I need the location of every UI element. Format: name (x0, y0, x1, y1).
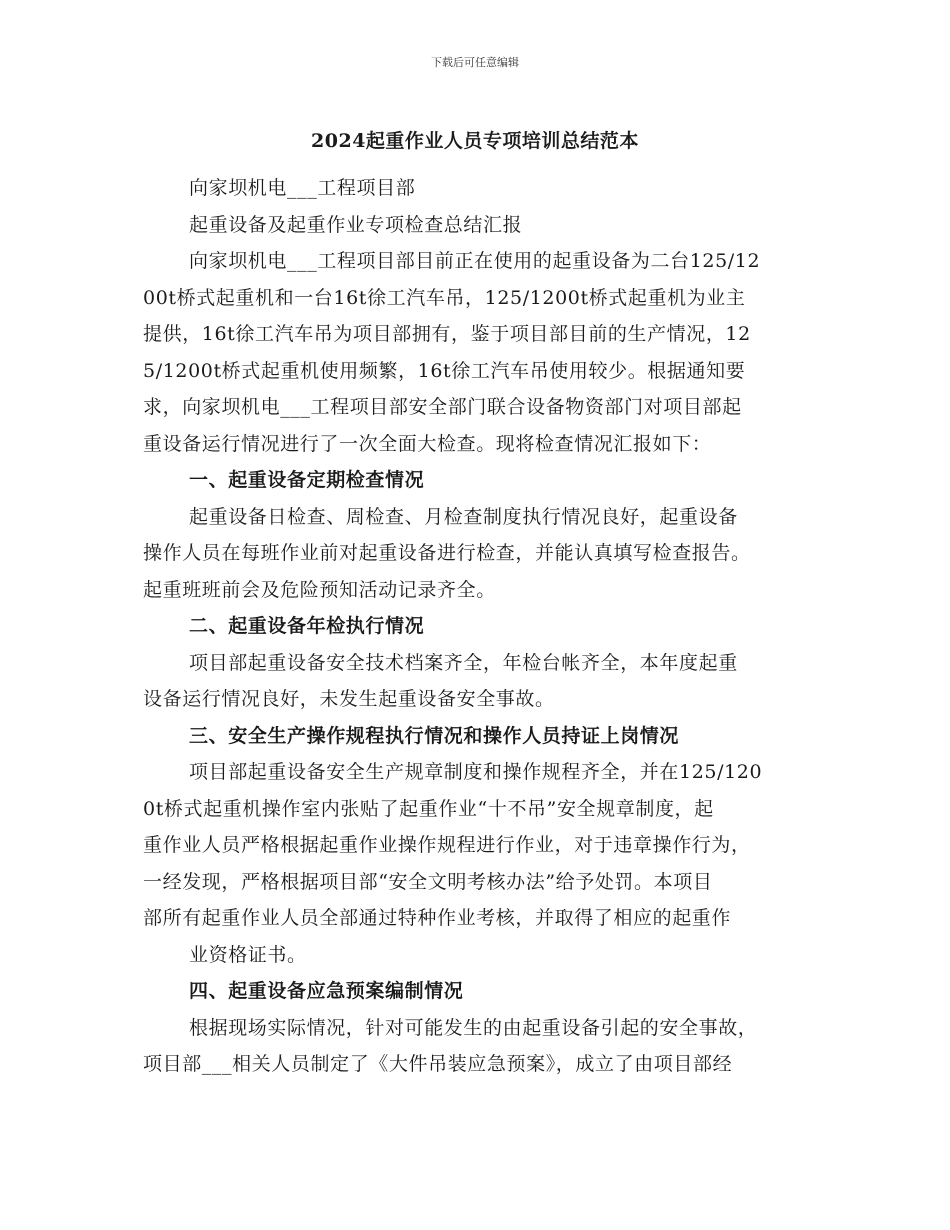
page-header-note: 下载后可任意编辑 (431, 56, 519, 69)
body-line: 部所有起重作业人员全部通过特种作业考核，并取得了相应的起重作 (143, 907, 732, 929)
body-line: 00t桥式起重机和一台16t徐工汽车吊，125/1200t桥式起重机为业主 (143, 286, 746, 309)
body-line: 求，向家坝机电___工程项目部安全部门联合设备物资部门对项目部起 (143, 396, 742, 418)
body-line: 0t桥式起重机操作室内张贴了起重作业“十不吊”安全规章制度，起 (143, 797, 714, 820)
body-line: 起重设备及起重作业专项检查总结汇报 (189, 213, 523, 236)
section-heading: 三、安全生产操作规程执行情况和操作人员持证上岗情况 (189, 724, 680, 747)
section-heading: 一、起重设备定期检查情况 (189, 469, 425, 491)
body-line: 起重班班前会及危险预知活动记录齐全。 (143, 578, 496, 601)
body-line: 项目部___相关人员制定了《大件吊装应急预案》，成立了由项目部经 (143, 1053, 733, 1075)
body-line: 业资格证书。 (189, 943, 307, 966)
body-line: 起重设备日检查、周检查、月检查制度执行情况良好，起重设备 (189, 505, 738, 528)
body-line: 操作人员在每班作业前对起重设备进行检查，并能认真填写检查报告。 (143, 542, 751, 564)
body-line: 重设备运行情况进行了一次全面大检查。现将检查情况汇报如下： (143, 432, 712, 455)
section-heading: 二、起重设备年检执行情况 (189, 615, 425, 637)
body-line: 向家坝机电___工程项目部 (189, 177, 416, 199)
body-line: 设备运行情况良好，未发生起重设备安全事故。 (143, 688, 555, 710)
body-line: 向家坝机电___工程项目部目前正在使用的起重设备为二台125/12 (189, 250, 761, 272)
body-line: 一经发现，严格根据项目部“安全文明考核办法”给予处罚。本项目 (143, 870, 713, 893)
body-line: 项目部起重设备安全技术档案齐全，年检台帐齐全，本年度起重 (189, 651, 738, 674)
body-line: 提供，16t徐工汽车吊为项目部拥有，鉴于项目部目前的生产情况，12 (143, 323, 751, 345)
body-line: 根据现场实际情况，针对可能发生的由起重设备引起的安全事故， (189, 1016, 758, 1039)
body-line: 项目部起重设备安全生产规章制度和操作规程齐全，并在125/120 (189, 761, 763, 783)
document-title: 2024起重作业人员专项培训总结范本 (311, 130, 639, 152)
section-heading: 四、起重设备应急预案编制情况 (189, 980, 464, 1002)
body-line: 5/1200t桥式起重机使用频繁，16t徐工汽车吊使用较少。根据通知要 (143, 359, 746, 382)
body-line: 重作业人员严格根据起重作业操作规程进行作业，对于违章操作行为， (143, 834, 751, 856)
document-body (143, 170, 803, 1083)
